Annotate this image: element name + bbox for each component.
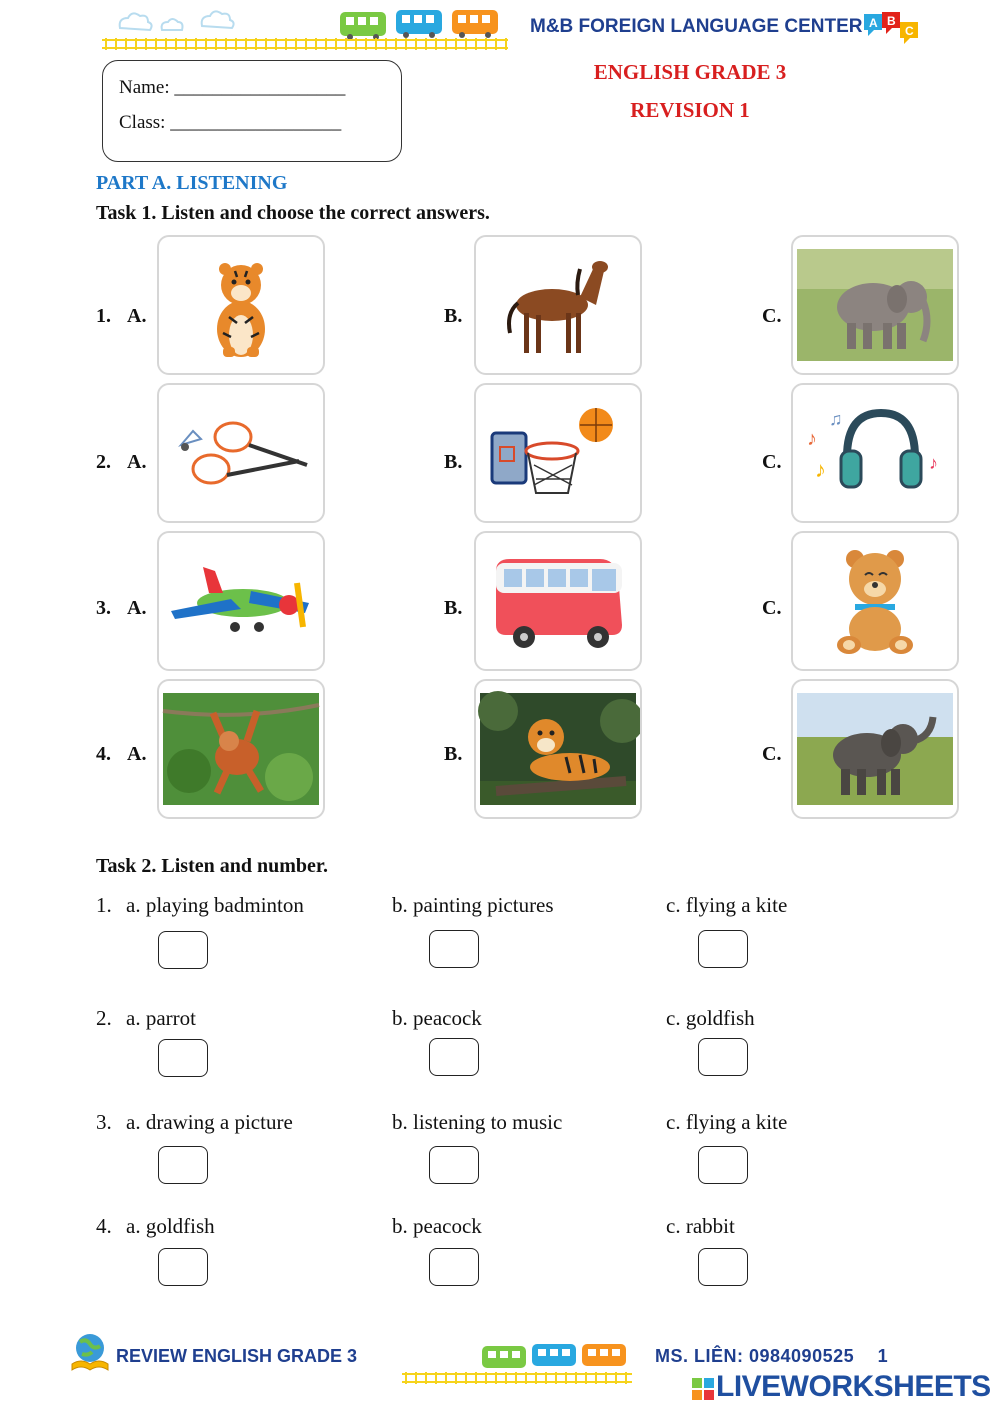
answer-card-horse[interactable] [474,235,642,375]
student-info-box [102,60,402,162]
option-letter: B. [444,305,463,327]
task2-option-b: b. peacock [392,1214,482,1238]
footer-train-decoration [400,1342,634,1388]
part-a-heading: PART A. LISTENING [96,172,288,194]
answer-box[interactable] [158,1146,208,1184]
answer-card-badminton[interactable] [157,383,325,523]
answer-card-headphones[interactable] [791,383,959,523]
elephant-icon [793,237,957,373]
answer-box[interactable] [429,1248,479,1286]
grade-title: ENGLISH GRADE 3 [593,60,787,84]
task2-row-number: 1. [96,893,112,917]
task2-option-c: c. flying a kite [666,893,788,917]
task2-option-b: b. listening to music [392,1110,563,1134]
option-letter: B. [444,597,463,619]
task2-option-a: a. goldfish [126,1214,215,1238]
task2-option-c: c. flying a kite [666,1110,788,1134]
teacher-phone: MS. LIÊN: 0984090525 [655,1346,855,1366]
svg-text:♪: ♪ [929,453,938,473]
option-letter: A. [127,451,147,473]
liveworksheets-brand: LIVEWORKSHEETS [716,1370,991,1403]
answer-box[interactable] [429,930,479,968]
class-field[interactable]: Class: __________________ [119,112,342,133]
task2-row-number: 4. [96,1214,112,1238]
answer-box[interactable] [158,931,208,969]
task2-option-c: c. rabbit [666,1214,735,1238]
answer-box[interactable] [429,1038,479,1076]
question-number: 2. [96,451,111,473]
answer-card-teddy-bear[interactable] [791,531,959,671]
basketball-icon [476,385,640,521]
question-number: 4. [96,743,111,765]
task2-option-c: c. goldfish [666,1006,755,1030]
headphones-icon [793,385,957,521]
orangutan-icon [159,681,323,817]
question-number: 1. [96,305,111,327]
answer-card-elephant-savanna[interactable] [791,679,959,819]
globe-book-icon [68,1330,112,1374]
option-letter: B. [444,743,463,765]
svg-text:♫: ♫ [829,409,843,429]
option-letter: C. [762,743,782,765]
abc-logo-icon [862,10,924,48]
liveworksheets-logo-icon [692,1378,714,1400]
answer-box[interactable] [158,1039,208,1077]
task1-title: Task 1. Listen and choose the correct answers. [96,202,490,224]
option-letter: C. [762,451,782,473]
task2-option-a: a. parrot [126,1006,196,1030]
horse-icon [476,237,640,373]
svg-text:♪: ♪ [815,457,826,482]
answer-box[interactable] [698,1146,748,1184]
answer-box[interactable] [429,1146,479,1184]
task2-row-number: 3. [96,1110,112,1134]
task2-option-b: b. painting pictures [392,893,554,917]
question-number: 3. [96,597,111,619]
answer-box[interactable] [698,1038,748,1076]
bus-icon [476,533,640,669]
option-letter: A. [127,743,147,765]
option-letter: A. [127,597,147,619]
abc-letter-a: A [869,16,878,30]
page-number: 1 [877,1346,889,1366]
task2-title: Task 2. Listen and number. [96,855,328,877]
answer-card-basketball[interactable] [474,383,642,523]
header-train-decoration [100,6,512,54]
name-field[interactable]: Name: __________________ [119,77,346,98]
footer-teacher-contact [655,1346,888,1367]
answer-card-plane[interactable] [157,531,325,671]
option-letter: B. [444,451,463,473]
option-letter: A. [127,305,147,327]
plane-icon [159,533,323,669]
revision-title: REVISION 1 [630,98,750,122]
elephant-icon [793,681,957,817]
footer-review-title: REVIEW ENGLISH GRADE 3 [116,1346,358,1366]
tiger-icon [476,681,640,817]
teddy-bear-icon [793,533,957,669]
answer-box[interactable] [698,930,748,968]
task2-option-b: b. peacock [392,1006,482,1030]
svg-text:♪: ♪ [807,428,817,450]
task2-option-a: a. drawing a picture [126,1110,293,1134]
answer-card-bus[interactable] [474,531,642,671]
answer-box[interactable] [698,1248,748,1286]
task2-option-a: a. playing badminton [126,893,304,917]
task2-row-number: 2. [96,1006,112,1030]
abc-letter-c: C [905,24,914,38]
option-letter: C. [762,597,782,619]
answer-box[interactable] [158,1248,208,1286]
tiger-icon [159,237,323,373]
option-letter: C. [762,305,782,327]
answer-card-elephant[interactable] [791,235,959,375]
answer-card-tiger-jungle[interactable] [474,679,642,819]
badminton-icon [159,385,323,521]
center-name: M&B FOREIGN LANGUAGE CENTER [530,16,863,37]
abc-letter-b: B [887,14,896,28]
answer-card-orangutan[interactable] [157,679,325,819]
answer-card-tiger[interactable] [157,235,325,375]
